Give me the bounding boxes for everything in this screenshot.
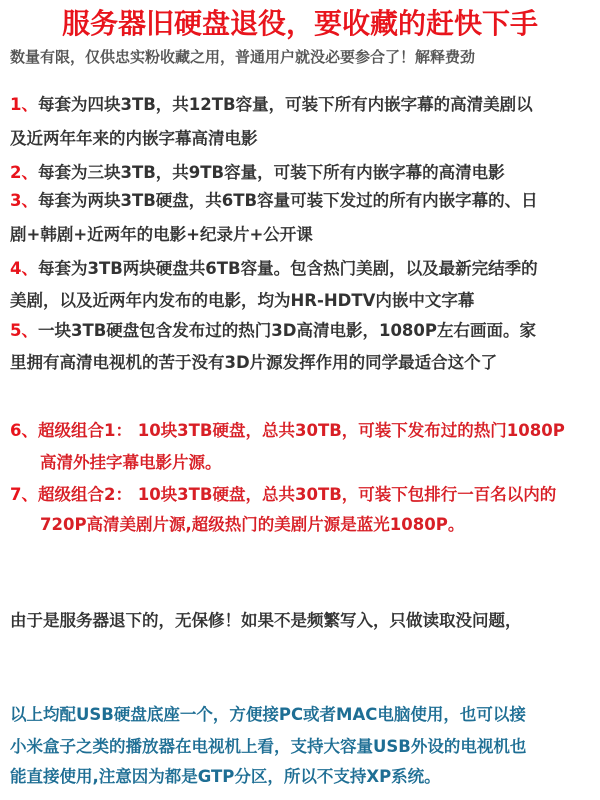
list-item-1-line-1 xyxy=(10,88,595,122)
item-text: 超级组合2： 10块3TB硬盘，总共30TB，可装下包排行一百名以内的 xyxy=(37,485,557,504)
list-item-7-line-1 xyxy=(10,478,595,512)
list-item-7-line-2: 720P高清美剧片源,超级热门的美剧片源是蓝光1080P。 xyxy=(40,515,465,534)
item-text: 每套为两块3TB硬盘，共6TB容量可装下发过的所有内嵌字幕的、日 xyxy=(37,191,538,210)
list-item-3-line-2: 剧+韩剧+近两年的电影+纪录片+公开课 xyxy=(10,225,313,244)
list-item-3-line-1 xyxy=(10,184,595,218)
item-number: 1、 xyxy=(10,95,38,114)
item-text: 超级组合1： 10块3TB硬盘，总共30TB，可装下发布过的热门1080P xyxy=(37,421,565,440)
footer-line-1: 以上均配USB硬盘底座一个，方便接PC或者MAC电脑使用，也可以接 xyxy=(10,705,526,724)
item-number: 7、 xyxy=(10,485,38,504)
list-item-4-line-2: 美剧，以及近两年内发布的电影，均为HR-HDTV内嵌中文字幕 xyxy=(10,291,475,310)
list-item-4-line-1 xyxy=(10,252,595,286)
footer-line-2: 小米盒子之类的播放器在电视机上看，支持大容量USB外设的电视机也 xyxy=(10,737,527,756)
item-text: 每套为三块3TB，共9TB容量，可装下所有内嵌字幕的高清电影 xyxy=(37,163,505,182)
item-text: 一块3TB硬盘包含发布过的热门3D高清电影，1080P左右画面。家 xyxy=(37,321,536,340)
item-number: 6、 xyxy=(10,421,38,440)
list-item-1-line-2: 及近两年年来的内嵌字幕高清电影 xyxy=(10,129,258,148)
page-title: 服务器旧硬盘退役，要收藏的赶快下手 xyxy=(61,7,538,40)
footer-line-3: 能直接使用,注意因为都是GTP分区，所以不支持XP系统。 xyxy=(10,767,441,786)
item-number: 4、 xyxy=(10,259,38,278)
warranty-note: 由于是服务器退下的，无保修！如果不是频繁写入，只做读取没问题， xyxy=(10,611,522,630)
list-item-6-line-1 xyxy=(10,414,595,448)
item-number: 2、 xyxy=(10,163,38,182)
list-item-5-line-1 xyxy=(10,314,595,348)
subtitle: 数量有限，仅供忠实粉收藏之用，普通用户就没必要参合了！解释费劲 xyxy=(10,48,476,66)
list-item-6-line-2: 高清外挂字幕电影片源。 xyxy=(40,453,222,472)
item-text: 每套为四块3TB，共12TB容量，可装下所有内嵌字幕的高清美剧以 xyxy=(37,95,533,114)
item-number: 5、 xyxy=(10,321,38,340)
list-item-5-line-2: 里拥有高清电视机的苦于没有3D片源发挥作用的同学最适合这个了 xyxy=(10,353,498,372)
item-text: 每套为3TB两块硬盘共6TB容量。包含热门美剧，以及最新完结季的 xyxy=(37,259,538,278)
item-number: 3、 xyxy=(10,191,38,210)
